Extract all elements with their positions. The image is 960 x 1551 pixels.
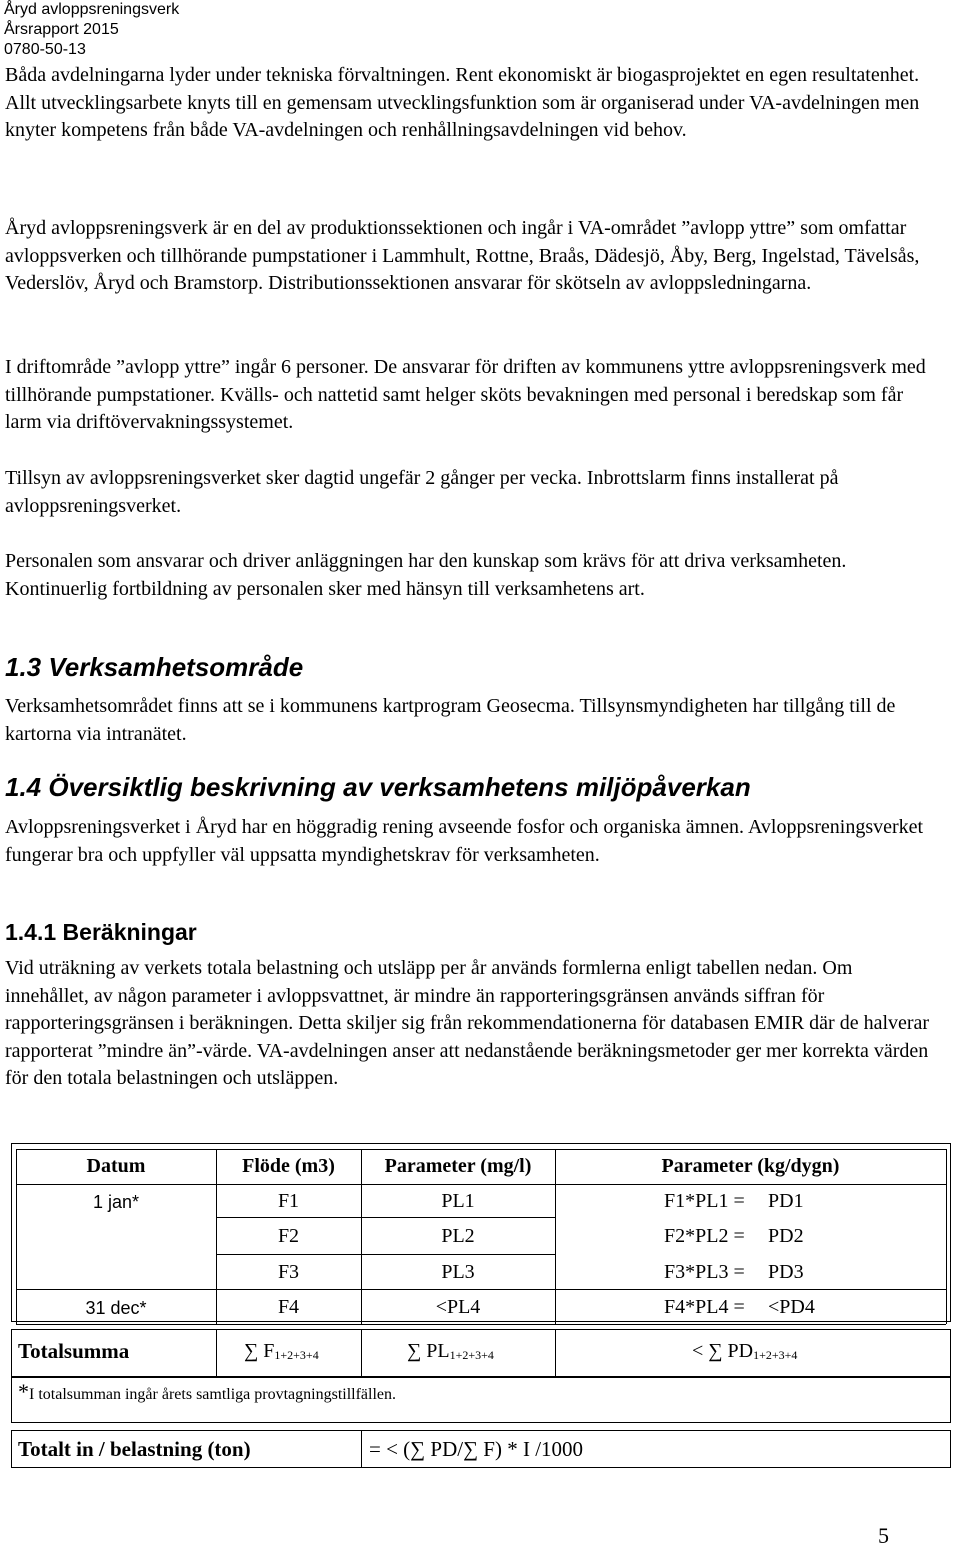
document-header xyxy=(4,0,179,60)
page-number: 5 xyxy=(878,1523,889,1548)
sigma-icon: ∑ xyxy=(407,1340,422,1362)
header-id: 0780-50-13 xyxy=(4,41,86,58)
paragraph-organisation: Båda avdelningarna lyder under tekniska förvaltningen. Rent ekonomiskt är biogasprojektet en egen resultatenhet. Allt utvecklingsarbete knyts till en gemensam utvecklingsfunktion som är organiserad under VA-avdelningen men knyter kompetens från både VA-avdelningen och renhållningsavdelningen vid behov. xyxy=(5,64,920,142)
table-cell-datum-1: 1 jan* xyxy=(92,1192,140,1212)
table-header-param-kg: Parameter (kg/dygn) xyxy=(661,1155,840,1177)
table-total-flode: ∑ F1+2+3+4 xyxy=(244,1340,319,1362)
table-footnote: *I totalsumman ingår årets samtliga provtagningstillfällen. xyxy=(18,1379,397,1404)
sigma-icon: ∑ xyxy=(708,1340,723,1362)
table-total-param-kg: < ∑ PD1+2+3+4 xyxy=(692,1340,798,1362)
table-cell-result-4: <PD4 xyxy=(768,1296,815,1318)
section-heading-1-4: 1.4 Översiktlig beskrivning av verksamhetens miljöpåverkan xyxy=(5,772,751,802)
paragraph-supervision: Tillsyn av avloppsreningsverket sker dagtid ungefär 2 gånger per vecka. Inbrottslarm finns installerat på avloppsreningsverket. xyxy=(5,467,839,517)
paragraph-environmental-impact: Avloppsreningsverket i Åryd har en höggradig rening avseende fosfor och organiska ämnen. Avloppsreningsverket fungerar bra och uppfyller väl uppsatta myndighetskrav för verksamheten. xyxy=(5,816,924,866)
table-cell-formula-2: F2*PL2 = xyxy=(664,1225,745,1247)
paragraph-operating-area: Verksamhetsområdet finns att se i kommunens kartprogram Geosecma. Tillsynsmyndigheten har tillgång till de kartorna via intranätet. xyxy=(5,695,896,745)
table-formula-value: = < (∑ PD/∑ F) * I /1000 xyxy=(369,1437,584,1461)
table-total-param-mgl: ∑ PL1+2+3+4 xyxy=(407,1340,494,1362)
table-cell-result-2: PD2 xyxy=(768,1225,804,1247)
table-cell-param-mgl-3: PL3 xyxy=(441,1261,475,1283)
table-cell-result-1: PD1 xyxy=(768,1190,804,1212)
paragraph-calculations: Vid uträkning av verkets totala belastning och utsläpp per år används formlerna enligt tabellen nedan. Om innehållet, av någon parameter i avloppsvattnet, är mindre än rapporteringsgränsen används siffran för rapporteringsgränsen i beräkningen. Detta skiljer sig från rekommendationerna för databasen EMIR där de halverar rapporterat ”mindre än”-värde. VA-avdelningen anser att nedanstående beräkningsmetoder ger mer korrekta värden för den totala belastningen och utsläppen. xyxy=(5,957,930,1090)
sigma-icon: ∑ xyxy=(244,1340,259,1362)
paragraph-production-section: Åryd avloppsreningsverk är en del av produktionssektionen och ingår i VA-området ”avlopp yttre” som omfattar avloppsverken och tillhörande pumpstationer i Lammhult, Rottne, Braås, Dädesjö, Åby, Berg, Ingelstad, Tävelsås, Vederslöv, Åryd och Bramstorp. Distributionssektionen ansvarar för skötseln av avloppsledningarna. xyxy=(5,217,920,295)
header-title: Åryd avloppsreningsverk xyxy=(4,1,180,18)
table-cell-result-3: PD3 xyxy=(768,1261,804,1283)
table-cell-formula-3: F3*PL3 = xyxy=(664,1261,745,1283)
table-header-datum: Datum xyxy=(86,1155,146,1177)
table-header-flode: Flöde (m3) xyxy=(242,1155,335,1177)
paragraph-competence: Personalen som ansvarar och driver anläggningen har den kunskap som krävs för att driva verksamheten. Kontinuerlig fortbildning av personalen sker med hänsyn till verksamhetens art. xyxy=(5,550,847,600)
table-cell-datum-4: 31 dec* xyxy=(85,1298,147,1318)
header-report: Årsrapport 2015 xyxy=(4,21,119,38)
section-heading-1-3: 1.3 Verksamhetsområde xyxy=(5,652,304,682)
table-cell-flode-3: F3 xyxy=(277,1261,300,1283)
table-header-param-mgl: Parameter (mg/l) xyxy=(384,1155,532,1177)
table-formula-label: Totalt in / belastning (ton) xyxy=(18,1437,251,1461)
table-cell-param-mgl-2: PL2 xyxy=(441,1225,475,1247)
table-cell-flode-1: F1 xyxy=(277,1190,300,1212)
table-cell-param-mgl-1: PL1 xyxy=(441,1190,475,1212)
table-cell-flode-4: F4 xyxy=(277,1296,300,1318)
table-cell-flode-2: F2 xyxy=(277,1225,300,1247)
table-total-label: Totalsumma xyxy=(18,1339,130,1363)
section-heading-1-4-1: 1.4.1 Beräkningar xyxy=(5,919,197,945)
paragraph-staff: I driftområde ”avlopp yttre” ingår 6 personer. De ansvarar för driften av kommunens yttre avloppsreningsverk med tillhörande pumpstationer. Kvälls- och nattetid samt helger sköts bevakningen med personal i beredskap som får larm via driftövervakningssystemet. xyxy=(5,356,926,434)
table-cell-formula-1: F1*PL1 = xyxy=(664,1190,745,1212)
table-cell-formula-4: F4*PL4 = xyxy=(664,1296,745,1318)
table-cell-param-mgl-4: <PL4 xyxy=(435,1296,481,1318)
